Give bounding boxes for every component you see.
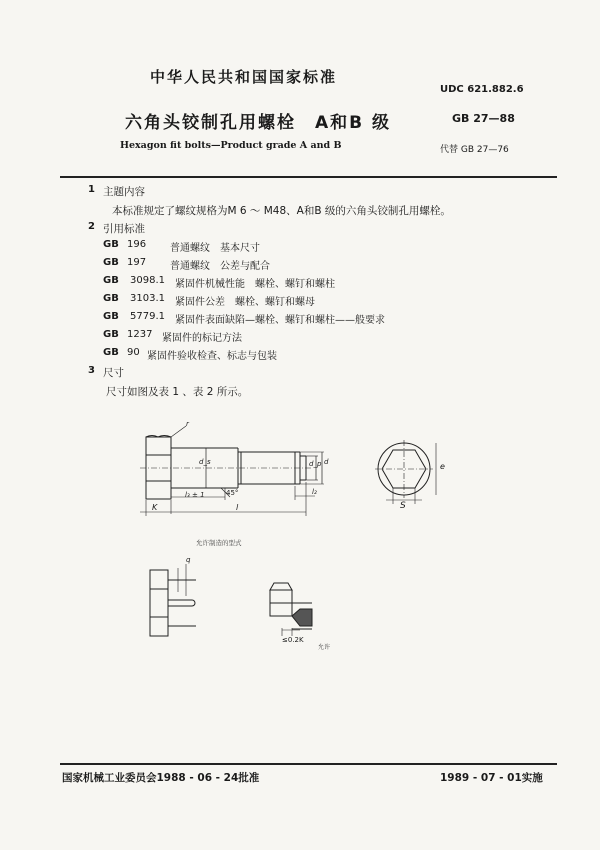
section-text: 尺寸如图及表 1 、表 2 所示。 [106,386,249,398]
reference-title: 普通螺纹 基本尺寸 [170,243,260,254]
reference-number: 90 [127,347,140,358]
reference-title: 紧固件的标记方法 [162,333,242,344]
section-title: 尺寸 [103,367,124,379]
reference-title: 紧固件机械性能 螺栓、螺钉和螺柱 [175,279,335,290]
label-l3: l₃ ± 1 [185,491,205,499]
reference-number: 1237 [127,329,153,340]
reference-title: 紧固件表面缺陷—螺栓、螺钉和螺柱——般要求 [175,315,385,326]
replaces-standard: 代替 GB 27—76 [440,145,509,155]
reference-number: 3098.1 [130,275,165,286]
section-number: 3 [88,365,95,376]
reference-code: GB [103,275,119,286]
reference-title: 普通螺纹 公差与配合 [170,261,270,272]
reference-code: GB [103,329,119,340]
reference-title: 紧固件验收检查、标志与包装 [147,351,277,362]
section-title: 主题内容 [103,186,145,198]
label-sk: ≤0.2K [282,636,304,644]
reference-code: GB [103,239,119,250]
section-number: 2 [88,221,95,232]
footer-divider [60,763,557,765]
section-text: 本标准规定了螺纹规格为M 6 ～ M48、A和B 级的六角头铰制孔用螺栓。 [112,205,451,217]
reference-code: GB [103,293,119,304]
udc-code: UDC 621.882.6 [440,84,524,95]
approval-date: 国家机械工业委员会1988 - 06 - 24批准 [62,772,260,784]
reference-title: 紧固件公差 螺栓、螺钉和螺母 [175,297,315,308]
label-l2: l₂ [312,488,317,496]
reference-number: 197 [127,257,147,268]
figure-note: 允许制造的型式 [196,539,242,547]
label-ds: d_s [199,458,211,466]
issuer-title: 中华人民共和国国家标准 [150,68,338,86]
label-e: e [440,462,445,471]
reference-number: 5779.1 [130,311,165,322]
implementation-date: 1989 - 07 - 01实施 [440,772,543,784]
reference-number: 196 [127,239,147,250]
reference-code: GB [103,347,119,358]
label-q: q [186,556,191,564]
section-title: 引用标准 [103,223,145,235]
label-k: K [152,503,158,512]
label-d: d [324,458,329,466]
label-s: S [400,501,406,511]
section-number: 1 [88,184,95,195]
reference-code: GB [103,257,119,268]
label-l: l [236,503,239,512]
figure-note-2: 允许 [318,644,331,651]
standard-number: GB 27—88 [452,112,515,125]
reference-code: GB [103,311,119,322]
standard-title-cn: 六角头铰制孔用螺栓 A和B 级 [125,113,392,133]
label-r: r [186,420,189,428]
label-angle: 45° [226,489,239,497]
label-dp: d_p [309,460,322,468]
standard-title-en: Hexagon fit bolts—Product grade A and B [120,140,342,151]
reference-number: 3103.1 [130,293,165,304]
